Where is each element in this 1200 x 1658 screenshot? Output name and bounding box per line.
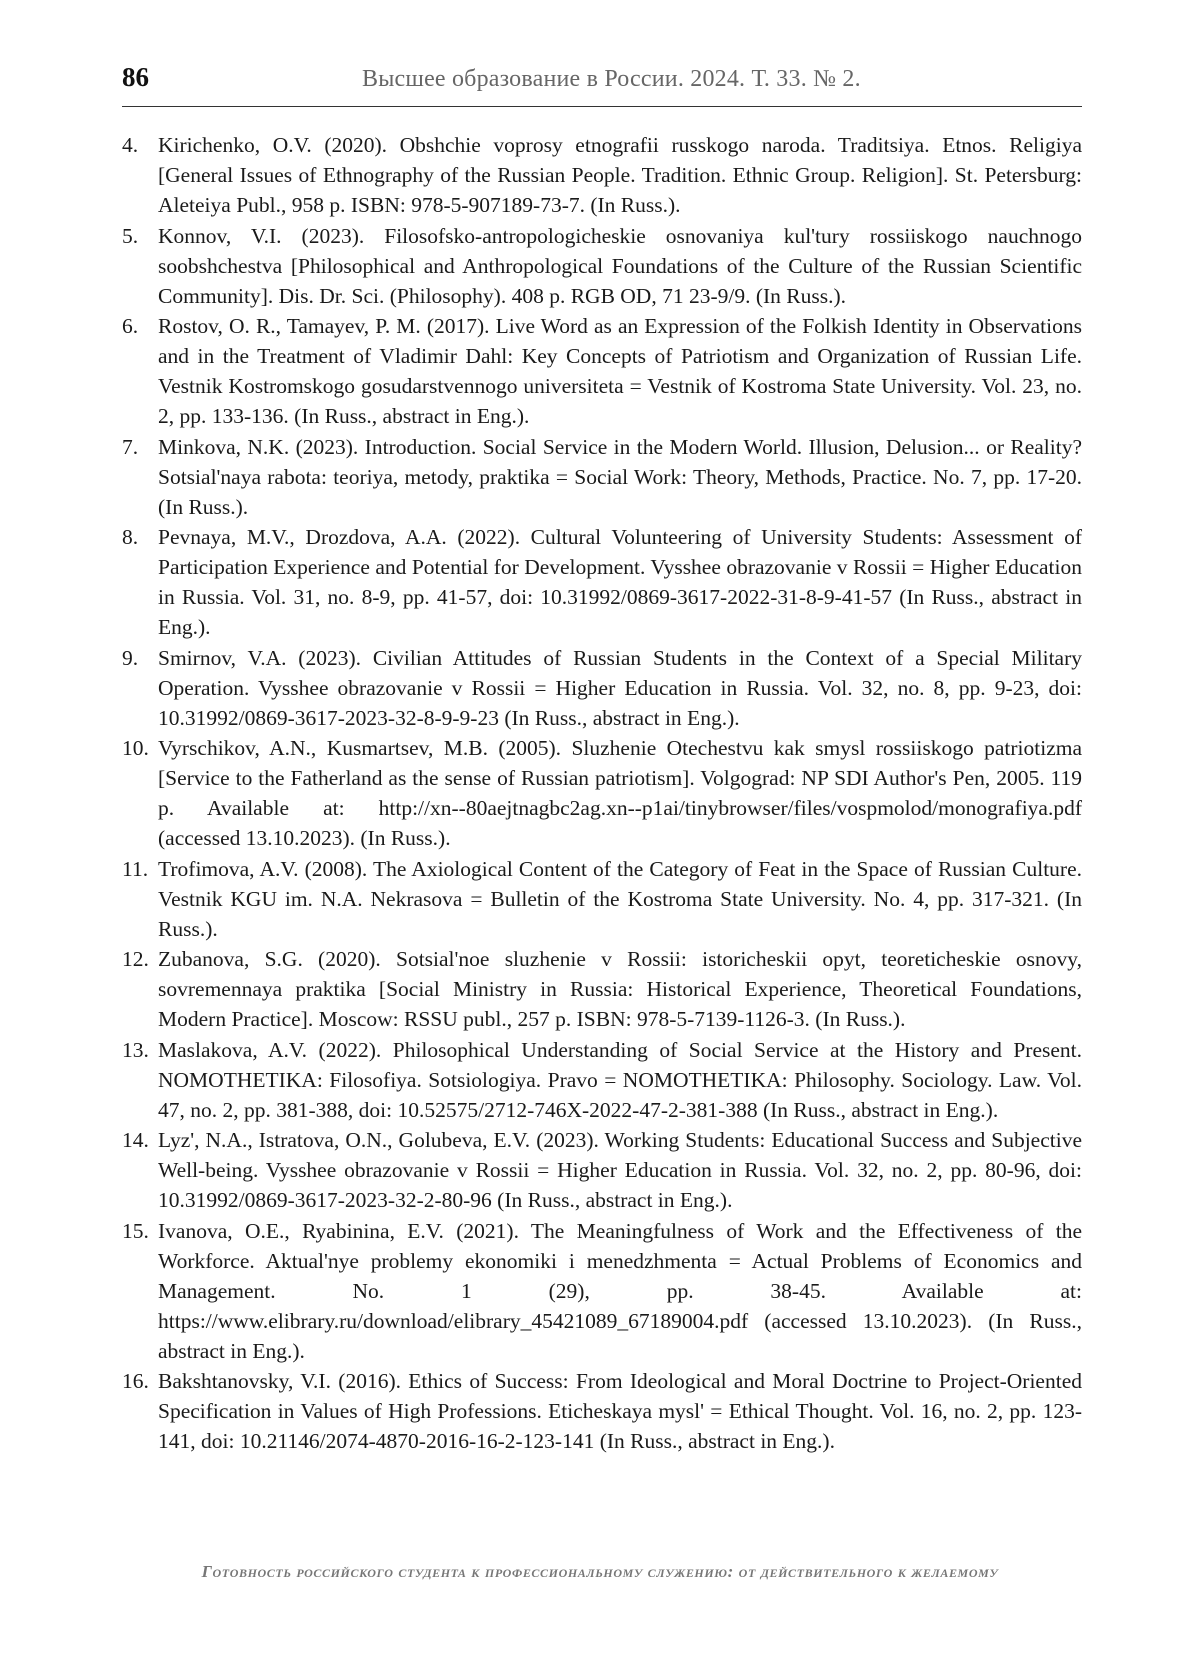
reference-item bbox=[122, 1125, 1082, 1215]
reference-number: 13. bbox=[122, 1037, 149, 1062]
journal-title: Высшее образование в России. 2024. Т. 33. № 2. bbox=[362, 66, 861, 92]
reference-text: Zubanova, S.G. (2020). Sotsial'noe sluzhenie v Rossii: istoricheskii opyt, teoreticheskie osnovy, sovremennaya praktika [Social Ministry in Russia: Historical Experience, Theoretical Foundations, Modern Practice]. Moscow: RSSU publ., 257 p. ISBN: 978-5-7139-1126-3. (In Russ.). bbox=[158, 947, 1082, 1031]
reference-text: Bakshtanovsky, V.I. (2016). Ethics of Success: From Ideological and Moral Doctrine to Project-Oriented Specification in Values of High Professions. Eticheskaya mysl' = Ethical Thought. Vol. 16, no. 2, pp. 123-141, doi: 10.21146/2074-4870-2016-16-2-123-141 (In Russ., abstract in Eng.). bbox=[158, 1369, 1082, 1453]
page-header bbox=[122, 60, 1082, 107]
reference-number: 14. bbox=[122, 1128, 149, 1152]
reference-number: 10. bbox=[122, 736, 149, 760]
page-number: 86 bbox=[122, 62, 149, 92]
reference-text: Vyrschikov, A.N., Kusmartsev, M.B. (2005). Sluzhenie Otechestvu kak smysl rossiiskogo patriotizma [Service to the Fatherland as the sense of Russian patriotism]. Volgograd: NP SDI Author's Pen, 2005. 119 p. Available at: http://xn--80aejtnagbc2ag.xn--p1ai/tinybrowser/files/vospmolod/monografiya.pdf (accessed 13.10.2023). (In Russ.). bbox=[158, 736, 1082, 850]
running-footer: Готовность российского студента к профессиональному служению: от действительного к желаемому bbox=[201, 1562, 999, 1581]
reference-text: Kirichenko, O.V. (2020). Obshchie voprosy etnografii russkogo naroda. Traditsiya. Etnos. Religiya [General Issues of Ethnography of the Russian People. Tradition. Ethnic Group. Religion]. St. Petersburg: Aleteiya Publ., 958 p. ISBN: 978-5-907189-73-7. (In Russ.). bbox=[158, 133, 1082, 217]
reference-number: 16. bbox=[122, 1369, 149, 1393]
reference-list bbox=[122, 130, 1082, 1457]
reference-item bbox=[122, 311, 1082, 431]
reference-number: 12. bbox=[122, 947, 149, 971]
reference-text: Rostov, O. R., Tamayev, P. M. (2017). Live Word as an Expression of the Folkish Identity in Observations and in the Treatment of Vladimir Dahl: Key Concepts of Patriotism and Organization of Russian Life. Vestnik Kostromskogo gosudarstvennogo universiteta = Vestnik of Kostroma State University. Vol. 23, no. 2, pp. 133-136. (In Russ., abstract in Eng.). bbox=[158, 314, 1082, 428]
reference-text: Ivanova, O.E., Ryabinina, E.V. (2021). The Meaningfulness of Work and the Effectiveness of the Workforce. Aktual'nye problemy ekonomiki i menedzhmenta = Actual Problems of Economics and Management. No. 1 (29), pp. 38-45. Available at: https://www.elibrary.ru/download/elibrary_45421089_67189004.pdf (accessed 13.10.2023). (In Russ., abstract in Eng.). bbox=[158, 1218, 1082, 1363]
reference-item bbox=[122, 1216, 1082, 1366]
reference-item bbox=[122, 854, 1082, 944]
reference-number: 15. bbox=[122, 1218, 149, 1243]
reference-item bbox=[122, 643, 1082, 733]
reference-number: 7. bbox=[122, 434, 139, 459]
reference-number: 8. bbox=[122, 525, 139, 549]
reference-item bbox=[122, 733, 1082, 853]
reference-text: Lyz', N.A., Istratova, O.N., Golubeva, E.V. (2023). Working Students: Educational Success and Subjective Well-being. Vysshee obrazovanie v Rossii = Higher Education in Russia. Vol. 32, no. 2, pp. 80-96, doi: 10.31992/0869-3617-2023-32-2-80-96 (In Russ., abstract in Eng.). bbox=[158, 1128, 1082, 1212]
reference-text: Konnov, V.I. (2023). Filosofsko-antropologicheskie osnovaniya kul'tury rossiiskogo nauchnogo soobshchestva [Philosophical and Anthropological Foundations of the Culture of the Russian Scientific Community]. Dis. Dr. Sci. (Philosophy). 408 p. RGB OD, 71 23-9/9. (In Russ.). bbox=[158, 223, 1082, 308]
reference-item bbox=[122, 221, 1082, 311]
reference-item bbox=[122, 1035, 1082, 1125]
reference-number: 9. bbox=[122, 645, 139, 670]
reference-text: Trofimova, A.V. (2008). The Axiological Content of the Category of Feat in the Space of Russian Culture. Vestnik KGU im. N.A. Nekrasova = Bulletin of the Kostroma State University. No. 4, pp. 317-321. (In Russ.). bbox=[158, 856, 1082, 941]
reference-number: 6. bbox=[122, 314, 139, 338]
reference-number: 5. bbox=[122, 223, 139, 248]
reference-text: Maslakova, A.V. (2022). Philosophical Understanding of Social Service at the History and Present. NOMOTHETIKA: Filosofiya. Sotsiologiya. Pravo = NOMOTHETIKA: Philosophy. Sociology. Law. Vol. 47, no. 2, pp. 381-388, doi: 10.52575/2712-746X-2022-47-2-381-388 (In Russ., abstract in Eng.). bbox=[158, 1037, 1082, 1122]
reference-item bbox=[122, 130, 1082, 220]
reference-item bbox=[122, 944, 1082, 1034]
reference-item bbox=[122, 522, 1082, 642]
reference-text: Minkova, N.K. (2023). Introduction. Social Service in the Modern World. Illusion, Delusion... or Reality? Sotsial'naya rabota: teoriya, metody, praktika = Social Work: Theory, Methods, Practice. No. 7, pp. 17-20. (In Russ.). bbox=[158, 434, 1082, 519]
reference-text: Pevnaya, M.V., Drozdova, A.A. (2022). Cultural Volunteering of University Students: Assessment of Participation Experience and Potential for Development. Vysshee obrazovanie v Rossii = Higher Education in Russia. Vol. 31, no. 8-9, pp. 41-57, doi: 10.31992/0869-3617-2022-31-8-9-41-57 (In Russ., abstract in Eng.). bbox=[158, 525, 1082, 639]
reference-number: 11. bbox=[122, 856, 149, 881]
reference-text: Smirnov, V.A. (2023). Civilian Attitudes of Russian Students in the Context of a Special Military Operation. Vysshee obrazovanie v Rossii = Higher Education in Russia. Vol. 32, no. 8, pp. 9-23, doi: 10.31992/0869-3617-2023-32-8-9-9-23 (In Russ., abstract in Eng.). bbox=[158, 645, 1082, 730]
reference-item bbox=[122, 432, 1082, 522]
reference-number: 4. bbox=[122, 133, 139, 157]
reference-item bbox=[122, 1366, 1082, 1456]
